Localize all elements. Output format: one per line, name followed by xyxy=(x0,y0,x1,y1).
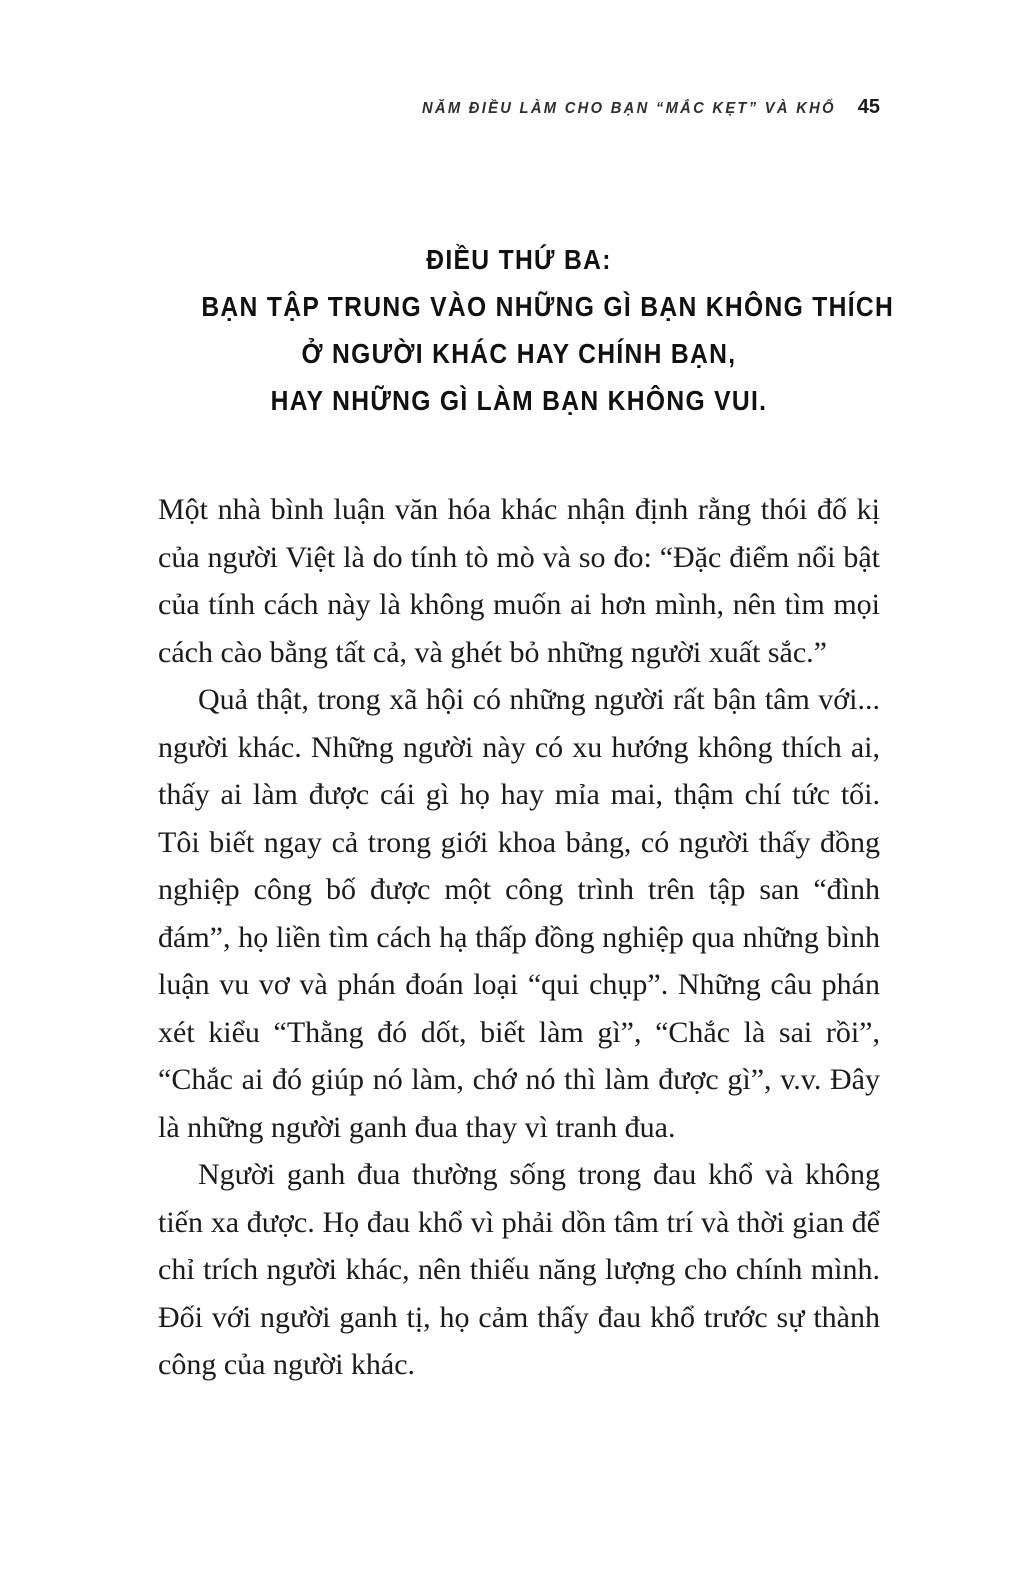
chapter-heading-line-4: HAY NHỮNG GÌ LÀM BẠN KHÔNG VUI. xyxy=(270,385,768,416)
chapter-heading-line-2: BẠN TẬP TRUNG VÀO NHỮNG GÌ BẠN KHÔNG THÍCH xyxy=(201,291,895,322)
chapter-heading xyxy=(158,236,895,424)
chapter-heading-line-1: ĐIỀU THỨ BA: xyxy=(426,244,612,275)
paragraph-1: Một nhà bình luận văn hóa khác nhận định rằng thói đố kị của người Việt là do tính tò mò và so đo: “Đặc điểm nổi bật của tính cách này là không muốn ai hơn mình, nên tìm mọi cách cào bằng tất cả, và ghét bỏ những người xuất sắc.” xyxy=(158,493,880,669)
running-header xyxy=(158,96,880,119)
paragraph-3: Người ganh đua thường sống trong đau khổ và không tiến xa được. Họ đau khổ vì phải dồn tâm trí và thời gian để chỉ trích người khác, nên thiếu năng lượng cho chính mình. Đối với người ganh tị, họ cảm thấy đau khổ trước sự thành công của người khác. xyxy=(158,1158,880,1381)
body-text xyxy=(158,486,880,1389)
running-title: NĂM ĐIỀU LÀM CHO BẠN “MẮC KẸT” VÀ KHỔ xyxy=(421,100,836,117)
page-number: 45 xyxy=(857,96,880,118)
paragraph-2: Quả thật, trong xã hội có những người rất bận tâm với... người khác. Những người này có xu hướng không thích ai, thấy ai làm được cái gì họ hay mỉa mai, thậm chí tức tối. Tôi biết ngay cả trong giới khoa bảng, có người thấy đồng nghiệp công bố được một công trình trên tập san “đình đám”, họ liền tìm cách hạ thấp đồng nghiệp qua những bình luận vu vơ và phán đoán loại “qui chụp”. Những câu phán xét kiểu “Thằng đó dốt, biết làm gì”, “Chắc là sai rồi”, “Chắc ai đó giúp nó làm, chớ nó thì làm được gì”, v.v. Đây là những người ganh đua thay vì tranh đua. xyxy=(158,683,880,1144)
chapter-heading-line-3: Ở NGƯỜI KHÁC HAY CHÍNH BẠN, xyxy=(301,338,737,369)
